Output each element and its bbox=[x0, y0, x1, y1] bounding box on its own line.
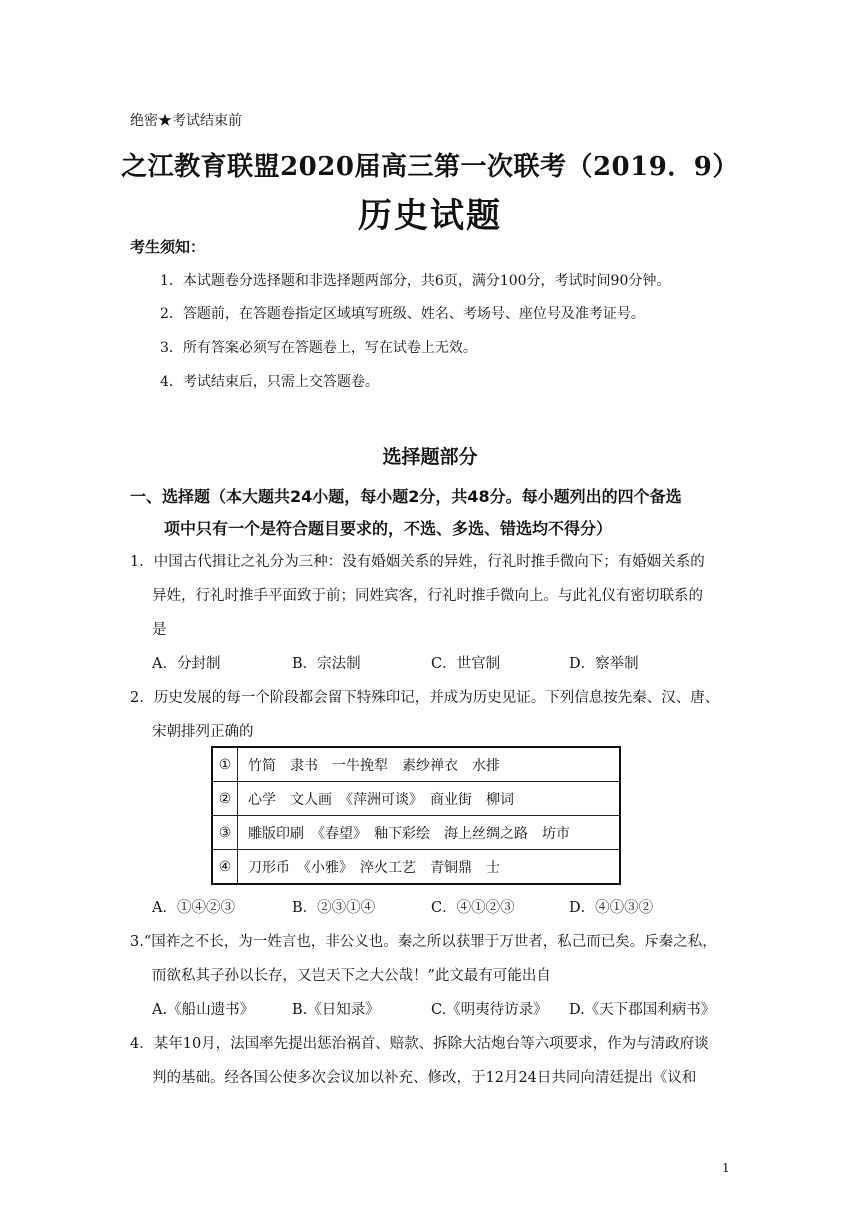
question-3-option-d: D.《天下郡国利病书》 bbox=[569, 1002, 716, 1018]
question-3-option-c: C.《明夷待访录》 bbox=[431, 1002, 548, 1018]
table-row bbox=[212, 747, 620, 782]
notice-item: 3．所有答案必须写在答题卷上，写在试卷上无效。 bbox=[160, 340, 477, 356]
question-2-line: 宋朝排列正确的 bbox=[152, 724, 254, 740]
part-instructions-line1: 一、选择题（本大题共24小题，每小题2分，共48分。每小题列出的四个备选 bbox=[130, 487, 682, 506]
notice-item: 2．答题前，在答题卷指定区域填写班级、姓名、考场号、座位号及准考证号。 bbox=[160, 306, 645, 322]
question-1-option-a: A．分封制 bbox=[152, 656, 221, 672]
notice-item: 1．本试题卷分选择题和非选择题两部分，共6页，满分100分，考试时间90分钟。 bbox=[160, 273, 671, 289]
table-row-number: ② bbox=[212, 782, 238, 816]
question-3-option-a: A.《船山遗书》 bbox=[152, 1002, 255, 1018]
question-1-option-c: C．世官制 bbox=[431, 656, 501, 672]
question-1-line: 1．中国古代揖让之礼分为三种：没有婚姻关系的异姓，行礼时推手微向下；有婚姻关系的 bbox=[130, 554, 705, 570]
table-row bbox=[212, 850, 620, 885]
table-row-number: ④ bbox=[212, 850, 238, 885]
table-row-text: 竹简 隶书 一牛挽犁 素纱禅衣 水排 bbox=[238, 747, 621, 782]
question-2-option-c: C．④①②③ bbox=[431, 900, 515, 916]
question-2-table bbox=[211, 746, 621, 885]
table-row-number: ③ bbox=[212, 816, 238, 850]
table-row bbox=[212, 782, 620, 816]
notice-item: 4．考试结束后，只需上交答题卷。 bbox=[160, 374, 379, 390]
page-number: 1 bbox=[722, 1161, 730, 1175]
question-1-line: 异姓，行礼时推手平面致于前；同姓宾客，行礼时推手微向上。与此礼仪有密切联系的 bbox=[152, 588, 703, 604]
table-row-number: ① bbox=[212, 747, 238, 782]
question-2-option-a: A．①④②③ bbox=[152, 900, 235, 916]
subject-title: 历史试题 bbox=[358, 196, 502, 236]
notice-heading: 考生须知： bbox=[130, 238, 206, 256]
table-row bbox=[212, 816, 620, 850]
question-4-line: 判的基础。经各国公使多次会议加以补充、修改，于12月24日共同向清廷提出《议和 bbox=[152, 1070, 697, 1086]
part-instructions-line2: 项中只有一个是符合题目要求的，不选、多选、错选均不得分） bbox=[164, 519, 613, 538]
confidential-label: 绝密★考试结束前 bbox=[130, 113, 242, 129]
question-1-option-d: D．察举制 bbox=[569, 656, 639, 672]
section-title: 选择题部分 bbox=[382, 446, 478, 468]
question-3-line: 3.“国祚之不长，为一姓言也，非公义也。秦之所以获罪于万世者，私己而已矣。斥秦之私， bbox=[130, 934, 717, 950]
table-row-text: 刀形币 《小雅》 淬火工艺 青铜鼎 士 bbox=[238, 850, 621, 885]
question-3-line: 而欲私其子孙以长存，又岂天下之大公哉！”此文最有可能出自 bbox=[152, 968, 551, 984]
table-row-text: 雕版印刷 《春望》 釉下彩绘 海上丝绸之路 坊市 bbox=[238, 816, 621, 850]
question-2-line: 2．历史发展的每一个阶段都会留下特殊印记，并成为历史见证。下列信息按先秦、汉、唐、 bbox=[130, 690, 720, 706]
question-4-line: 4．某年10月，法国率先提出惩治祸首、赔款、拆除大沽炮台等六项要求，作为与清政府谈 bbox=[130, 1036, 709, 1052]
question-1-option-b: B．宗法制 bbox=[292, 656, 361, 672]
question-2-option-b: B．②③①④ bbox=[292, 900, 376, 916]
question-1-line: 是 bbox=[152, 622, 167, 638]
question-2-option-d: D．④①③② bbox=[569, 900, 654, 916]
exam-title: 之江教育联盟2020届高三第一次联考（2019．9） bbox=[121, 152, 739, 182]
question-3-option-b: B.《日知录》 bbox=[292, 1002, 380, 1018]
table-row-text: 心学 文人画 《萍洲可谈》 商业街 柳词 bbox=[238, 782, 621, 816]
